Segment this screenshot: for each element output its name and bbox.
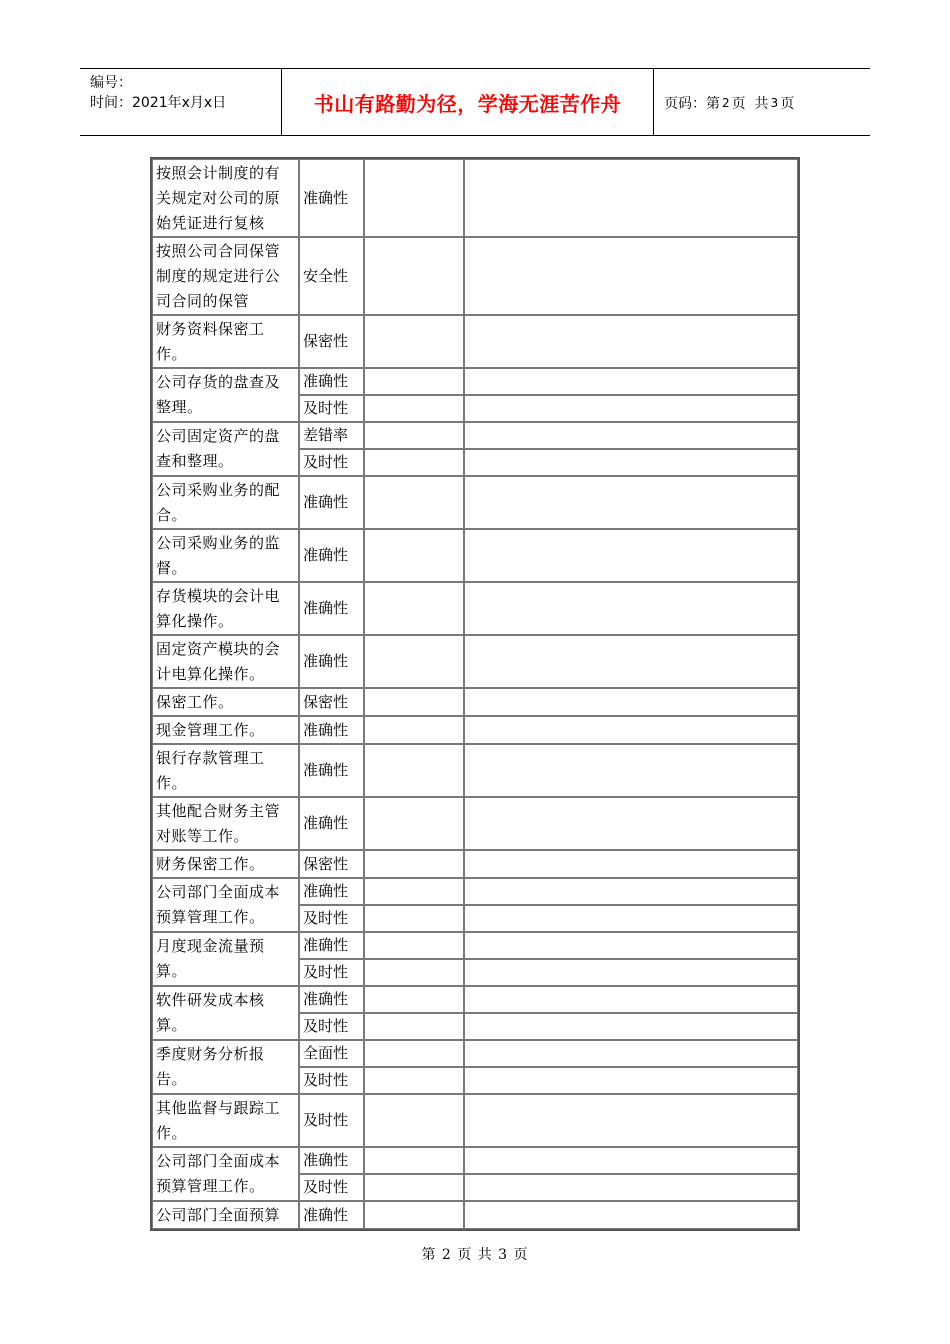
page-current: 2	[722, 95, 730, 110]
page-prefix: 页码：第	[664, 95, 720, 112]
criteria-cell: 保密性	[299, 688, 364, 716]
work-item-cell: 季度财务分析报告。	[152, 1040, 299, 1094]
empty-cell	[464, 932, 798, 959]
empty-cell	[364, 476, 464, 529]
empty-cell	[464, 905, 798, 932]
work-item-cell: 银行存款管理工作。	[152, 744, 299, 797]
table-row	[152, 850, 798, 878]
work-item-cell: 财务保密工作。	[152, 850, 299, 878]
empty-cell	[364, 850, 464, 878]
criteria-cell: 准确性	[299, 529, 364, 582]
empty-cell	[364, 744, 464, 797]
empty-cell	[364, 688, 464, 716]
empty-cell	[464, 1201, 798, 1229]
work-item-cell: 公司部门全面成本预算管理工作。	[152, 878, 299, 932]
empty-cell	[364, 1174, 464, 1201]
empty-cell	[364, 395, 464, 422]
table-row	[152, 1147, 798, 1174]
header-divider	[653, 69, 654, 136]
table-row	[152, 422, 798, 449]
empty-cell	[364, 529, 464, 582]
work-item-cell: 公司部门全面成本预算管理工作。	[152, 1147, 299, 1201]
criteria-cell: 及时性	[299, 1094, 364, 1147]
criteria-cell: 准确性	[299, 1147, 364, 1174]
criteria-cell: 及时性	[299, 1067, 364, 1094]
work-item-cell: 按照公司合同保管制度的规定进行公司合同的保管	[152, 237, 299, 315]
empty-cell	[464, 582, 798, 635]
empty-cell	[364, 716, 464, 744]
empty-cell	[464, 395, 798, 422]
table-row	[152, 986, 798, 1013]
empty-cell	[364, 368, 464, 395]
empty-cell	[464, 368, 798, 395]
work-item-cell: 公司采购业务的配合。	[152, 476, 299, 529]
table-row	[152, 635, 798, 688]
table-row	[152, 716, 798, 744]
table-row	[152, 315, 798, 368]
table-row	[152, 368, 798, 395]
empty-cell	[364, 905, 464, 932]
criteria-cell: 准确性	[299, 1201, 364, 1229]
criteria-cell: 准确性	[299, 986, 364, 1013]
criteria-cell: 及时性	[299, 1013, 364, 1040]
page-header	[80, 68, 870, 136]
empty-cell	[364, 635, 464, 688]
work-item-cell: 其他配合财务主管对账等工作。	[152, 797, 299, 850]
empty-cell	[464, 1147, 798, 1174]
empty-cell	[464, 1040, 798, 1067]
work-item-cell: 现金管理工作。	[152, 716, 299, 744]
empty-cell	[364, 959, 464, 986]
empty-cell	[364, 159, 464, 237]
table-row	[152, 1040, 798, 1067]
criteria-cell: 及时性	[299, 449, 364, 476]
empty-cell	[364, 878, 464, 905]
criteria-cell: 保密性	[299, 315, 364, 368]
criteria-cell: 准确性	[299, 716, 364, 744]
empty-cell	[364, 237, 464, 315]
criteria-cell: 准确性	[299, 635, 364, 688]
table-row	[152, 582, 798, 635]
empty-cell	[364, 1147, 464, 1174]
empty-cell	[364, 797, 464, 850]
header-slogan: 书山有路勤为径，学海无涯苦作舟	[313, 92, 622, 116]
empty-cell	[464, 797, 798, 850]
criteria-cell: 及时性	[299, 959, 364, 986]
criteria-cell: 及时性	[299, 905, 364, 932]
criteria-cell: 及时性	[299, 395, 364, 422]
empty-cell	[464, 529, 798, 582]
empty-cell	[464, 688, 798, 716]
empty-cell	[364, 582, 464, 635]
empty-cell	[464, 744, 798, 797]
assessment-table	[150, 157, 800, 1231]
table-row	[152, 1094, 798, 1147]
empty-cell	[464, 422, 798, 449]
page-footer: 第 2 页 共 3 页	[421, 1247, 529, 1263]
page-mid: 页 共	[731, 95, 769, 112]
table-row	[152, 878, 798, 905]
table-row	[152, 476, 798, 529]
criteria-cell: 全面性	[299, 1040, 364, 1067]
table-row	[152, 797, 798, 850]
empty-cell	[364, 1067, 464, 1094]
empty-cell	[364, 1040, 464, 1067]
criteria-cell: 准确性	[299, 582, 364, 635]
empty-cell	[364, 1094, 464, 1147]
table-row	[152, 688, 798, 716]
empty-cell	[464, 635, 798, 688]
empty-cell	[364, 1013, 464, 1040]
work-item-cell: 公司存货的盘查及整理。	[152, 368, 299, 422]
empty-cell	[464, 878, 798, 905]
criteria-cell: 安全性	[299, 237, 364, 315]
empty-cell	[464, 476, 798, 529]
empty-cell	[464, 1067, 798, 1094]
work-item-cell: 保密工作。	[152, 688, 299, 716]
assessment-table-body	[152, 159, 798, 1229]
work-item-cell: 公司部门全面预算	[152, 1201, 299, 1229]
empty-cell	[364, 986, 464, 1013]
empty-cell	[364, 315, 464, 368]
header-meta	[90, 73, 226, 113]
empty-cell	[464, 716, 798, 744]
criteria-cell: 及时性	[299, 1174, 364, 1201]
empty-cell	[464, 1174, 798, 1201]
empty-cell	[464, 315, 798, 368]
table-row	[152, 159, 798, 237]
document-time: 时间：2021年x月x日	[90, 95, 227, 111]
work-item-cell: 固定资产模块的会计电算化操作。	[152, 635, 299, 688]
criteria-cell: 准确性	[299, 159, 364, 237]
work-item-cell: 存货模块的会计电算化操作。	[152, 582, 299, 635]
table-row	[152, 932, 798, 959]
work-item-cell: 公司固定资产的盘查和整理。	[152, 422, 299, 476]
page-suffix: 页	[780, 95, 795, 112]
empty-cell	[464, 959, 798, 986]
table-row	[152, 744, 798, 797]
work-item-cell: 其他监督与跟踪工作。	[152, 1094, 299, 1147]
criteria-cell: 准确性	[299, 744, 364, 797]
table-row	[152, 237, 798, 315]
empty-cell	[464, 1013, 798, 1040]
empty-cell	[364, 422, 464, 449]
work-item-cell: 按照会计制度的有关规定对公司的原始凭证进行复核	[152, 159, 299, 237]
page-total: 3	[770, 95, 779, 110]
empty-cell	[464, 159, 798, 237]
header-page-info	[664, 69, 794, 136]
empty-cell	[464, 237, 798, 315]
criteria-cell: 准确性	[299, 476, 364, 529]
table-row	[152, 1201, 798, 1229]
work-item-cell: 财务资料保密工作。	[152, 315, 299, 368]
table-row	[152, 529, 798, 582]
work-item-cell: 软件研发成本核算。	[152, 986, 299, 1040]
criteria-cell: 准确性	[299, 932, 364, 959]
work-item-cell: 月度现金流量预算。	[152, 932, 299, 986]
criteria-cell: 准确性	[299, 878, 364, 905]
criteria-cell: 准确性	[299, 797, 364, 850]
empty-cell	[464, 1094, 798, 1147]
empty-cell	[364, 1201, 464, 1229]
criteria-cell: 差错率	[299, 422, 364, 449]
document-number-label: 编号：	[90, 75, 132, 91]
empty-cell	[464, 449, 798, 476]
empty-cell	[464, 850, 798, 878]
criteria-cell: 准确性	[299, 368, 364, 395]
empty-cell	[364, 932, 464, 959]
criteria-cell: 保密性	[299, 850, 364, 878]
empty-cell	[364, 449, 464, 476]
empty-cell	[464, 986, 798, 1013]
work-item-cell: 公司采购业务的监督。	[152, 529, 299, 582]
